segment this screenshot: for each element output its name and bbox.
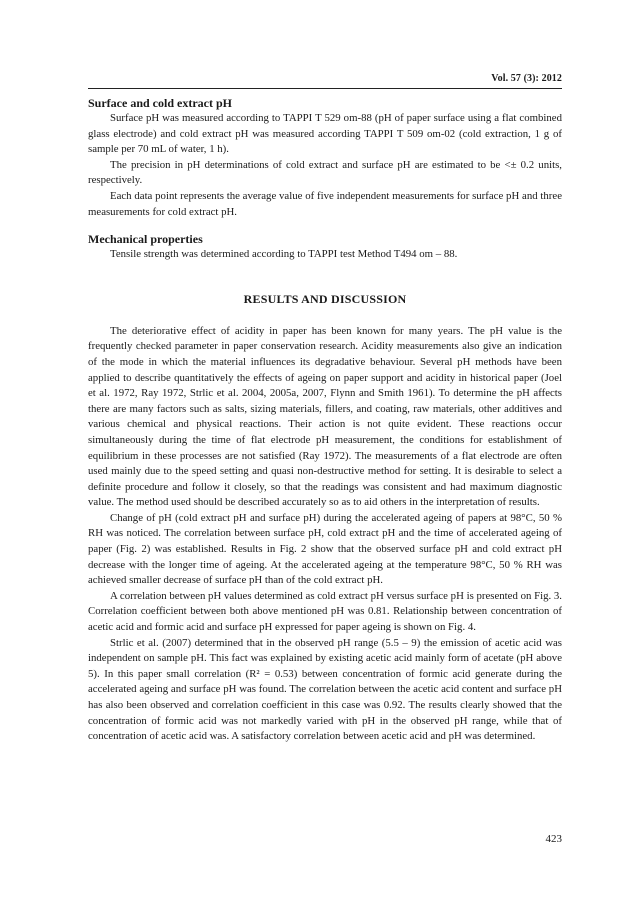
paragraph: The precision in pH determinations of cold extract and surface pH are estimated to be <± 0.2 units, respectively.	[88, 158, 562, 187]
page-content	[88, 95, 562, 745]
paragraph: Tensile strength was determined according to TAPPI test Method T494 om – 88.	[110, 248, 458, 261]
paragraph: Surface pH was measured according to TAPPI T 529 om-88 (pH of paper surface using a flat combined glass electrode) and cold extract pH was measured according TAPPI T 509 om-02 (cold extraction, 1 g of sample per 70 mL of water, 1 h).	[88, 112, 562, 156]
section-gap	[88, 220, 562, 231]
heading-mechanical-properties: Mechanical properties	[88, 232, 203, 247]
paragraph: Change of pH (cold extract pH and surface pH) during the accelerated ageing of papers at 98°C, 50 % RH was noticed. The correlation between surface pH, cold extract pH and the time of accelerated ageing of paper (Fig. 2) was established. Results in Fig. 2 show that the observed surface pH and cold extract pH decrease with the longer time of ageing. At the accelerated ageing at the temperature 98°C, 50 % RH was achieved smaller decrease of surface pH than of the cold extract pH.	[88, 511, 562, 587]
header-rule	[88, 88, 562, 89]
running-head: Vol. 57 (3): 2012	[491, 73, 562, 84]
paragraph: A correlation between pH values determined as cold extract pH versus surface pH is presented on Fig. 3. Correlation coefficient between both above mentioned pH was 0.81. Relationship between concentration of acetic acid and formic acid and surface pH expressed for paper ageing is shown on Fig. 4.	[88, 589, 562, 634]
paragraph: The deteriorative effect of acidity in paper has been known for many years. The pH value is the frequently checked parameter in paper conservation research. Acidity measurements also give an indication of the mode in which the material influences its degradative behaviour. Several pH methods have been applied to describe quantitatively the effects of ageing on paper support and acidity in historical paper (Joel et al. 1972, Ray 1972, Strlic et al. 2004, 2005a, 2007, Flynn and Smith 1961). To determine the pH affects there are many factors such as salts, sizing materials, fillers, and coating, raw materials, other additives and various chemical and physical reactions. Their action is not quite evident. These reactions occur simultaneously during the time of flat electrode pH measurement, the conditions for establishment of equilibrium in these processes are not satisfied (Ray 1972). The measurements of a flat electrode are often used mainly due to the speed setting and quasi non-destructive method for setting. It is desirable to select a definite procedure and follow it closely, so that the readings was consistent and had maximum diagnostic value. The method used should be described accurately so as to aid others in the interpretation of results.	[88, 324, 562, 509]
paragraph: Each data point represents the average value of five independent measurements for surface pH and three measurements for cold extract pH.	[88, 189, 562, 218]
heading-surface-ph: Surface and cold extract pH	[88, 96, 232, 110]
paragraph: Strlic et al. (2007) determined that in the observed pH range (5.5 – 9) the emission of acetic acid was independent on sample pH. This fact was explained by existing acetic acid mainly form of acetate (pH above 5). In this paper small correlation (R² = 0.53) between concentration of formic acid generate during the accelerated ageing and surface pH was found. The correlation between the acetic acid content and surface pH has also been observed and correlation coefficient in this case was 0.92. The results clearly showed that the concentration of formic acid was not markedly varied with pH in the observed pH range, while that of concentration of acetic acid was. A satisfactory correlation between acetic acid and pH was determined.	[88, 636, 562, 743]
section-title-results: RESULTS AND DISCUSSION	[243, 291, 407, 306]
page-number: 423	[545, 833, 562, 845]
